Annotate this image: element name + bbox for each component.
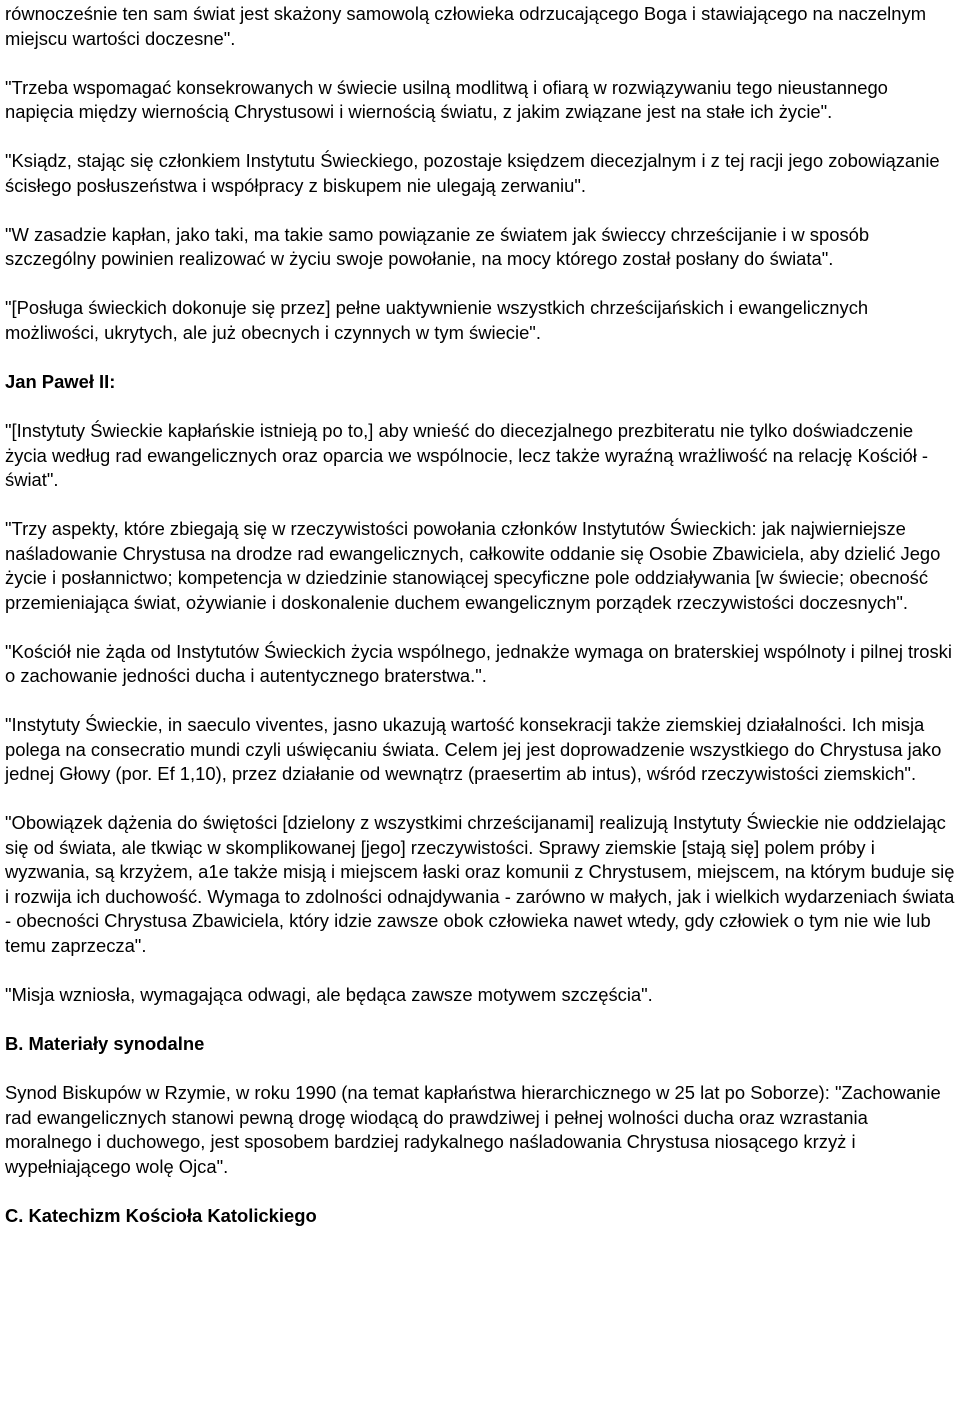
paragraph-fragment-intro: równocześnie ten sam świat jest skażony samowolą człowieka odrzucającego Boga i stawiającego na naczelnym miejscu wartości doczesne". [5, 3, 927, 49]
synod-paragraph: Synod Biskupów w Rzymie, w roku 1990 (na temat kapłaństwa hierarchicznego w 25 lat po Soborze): "Zachowanie rad ewangelicznych stanowi pewną drogę wiodącą do prawdziwej i pełnej wolności ducha oraz wzrastania moralnego i duchowego, jest sposobem bardziej radykalnego naśladowania Chrystusa niosącego krzyż i wypełniającego wolę Ojca". [5, 1082, 941, 1177]
quote-paragraph: "Misja wzniosła, wymagająca odwagi, ale będąca zawsze motywem szczęścia". [5, 984, 653, 1006]
section-heading-katechizm: C. Katechizm Kościoła Katolickiego [5, 1204, 317, 1226]
quote-paragraph: "W zasadzie kapłan, jako taki, ma takie samo powiązanie ze światem jak świeccy chrześcijanie i w sposób szczególny powinien realizować w życiu swoje powołanie, na mocy którego został posłany do świata". [5, 223, 870, 270]
quote-paragraph: "Instytuty Świeckie, in saeculo viventes, jasno ukazują wartość konsekracji także ziemskiej działalności. Ich misja polega na consecratio mundi czyli uświęcaniu świata. Celem jej jest doprowadzenie wszystkiego do Chrystusa jako jednej Głowy (por. Ef 1,10), przez działanie od wewnątrz (praesertim ab intus), wśród rzeczywistości ziemskich". [5, 714, 942, 785]
quote-paragraph: "[Posługa świeckich dokonuje się przez] pełne uaktywnienie wszystkich chrześcijańskich i ewangelicznych możliwości, ukrytych, ale już obecnych i czynnych w tym świecie". [5, 297, 869, 343]
quote-paragraph: "[Instytuty Świeckie kapłańskie istnieją po to,] aby wnieść do diecezjalnego prezbiteratu nie tylko doświadczenie życia według rad ewangelicznych oraz oparcia we wspólnocie, lecz także wyraźną wrażliwość na relację Kościół - świat". [5, 420, 929, 491]
quote-paragraph: "Trzeba wspomagać konsekrowanych w świecie usilną modlitwą i ofiarą w rozwiązywaniu tego nieustannego napięcia między wiernością Chrystusowi i wiernością światu, z jakim związane jest na stałe ich życie". [5, 76, 888, 123]
quote-paragraph: "Kościół nie żąda od Instytutów Świeckich życia wspólnego, jednakże wymaga on braterskiej wspólnoty i pilnej troski o zachowanie jedności ducha i autentycznego braterstwa.". [5, 640, 952, 687]
section-heading-jan-pawel: Jan Paweł II: [5, 370, 116, 392]
section-heading-materialy-synodalne: B. Materiały synodalne [5, 1033, 205, 1055]
quote-paragraph: "Obowiązek dążenia do świętości [dzielony z wszystkimi chrześcijanami] realizują Instytuty Świeckie nie oddzielając się od świata, ale tkwiąc w skomplikowanej [jego] rzeczywistości. Sprawy ziemskie [stają się] polem próby i wyzwania, są krzyżem, a1e także misją i miejscem łaski oraz komunii z Chrystusem, miejscem, na którym buduje się i rozwija ich duchowość. Wymaga to zdolności odnajdywania - zarówno w małych, jak i wielkich wydarzeniach świata - obecności Chrystusa Zbawiciela, który idzie zawsze obok człowieka nawet wtedy, gdy człowiek o tym nie wie lub temu zaprzecza". [5, 812, 955, 956]
quote-paragraph: "Ksiądz, stając się członkiem Instytutu Świeckiego, pozostaje księdzem diecezjalnym i z tej racji jego zobowiązanie ścisłego posłuszeństwa i współpracy z biskupem nie ulegają zerwaniu". [5, 150, 940, 196]
document-page [5, 2, 957, 1228]
quote-paragraph: "Trzy aspekty, które zbiegają się w rzeczywistości powołania członków Instytutów Świeckich: jak najwierniejsze naśladowanie Chrystusa na drodze rad ewangelicznych, całkowite oddanie się Osobie Zbawiciela, aby dzielić Jego życie i posłannictwo; kompetencja w dziedzinie stanowiącej specyficzne pole oddziaływania [w świecie; obecność przemieniająca świat, ożywianie i doskonalenie duchem ewangelicznym porządek rzeczywistości doczesnych". [5, 518, 941, 613]
